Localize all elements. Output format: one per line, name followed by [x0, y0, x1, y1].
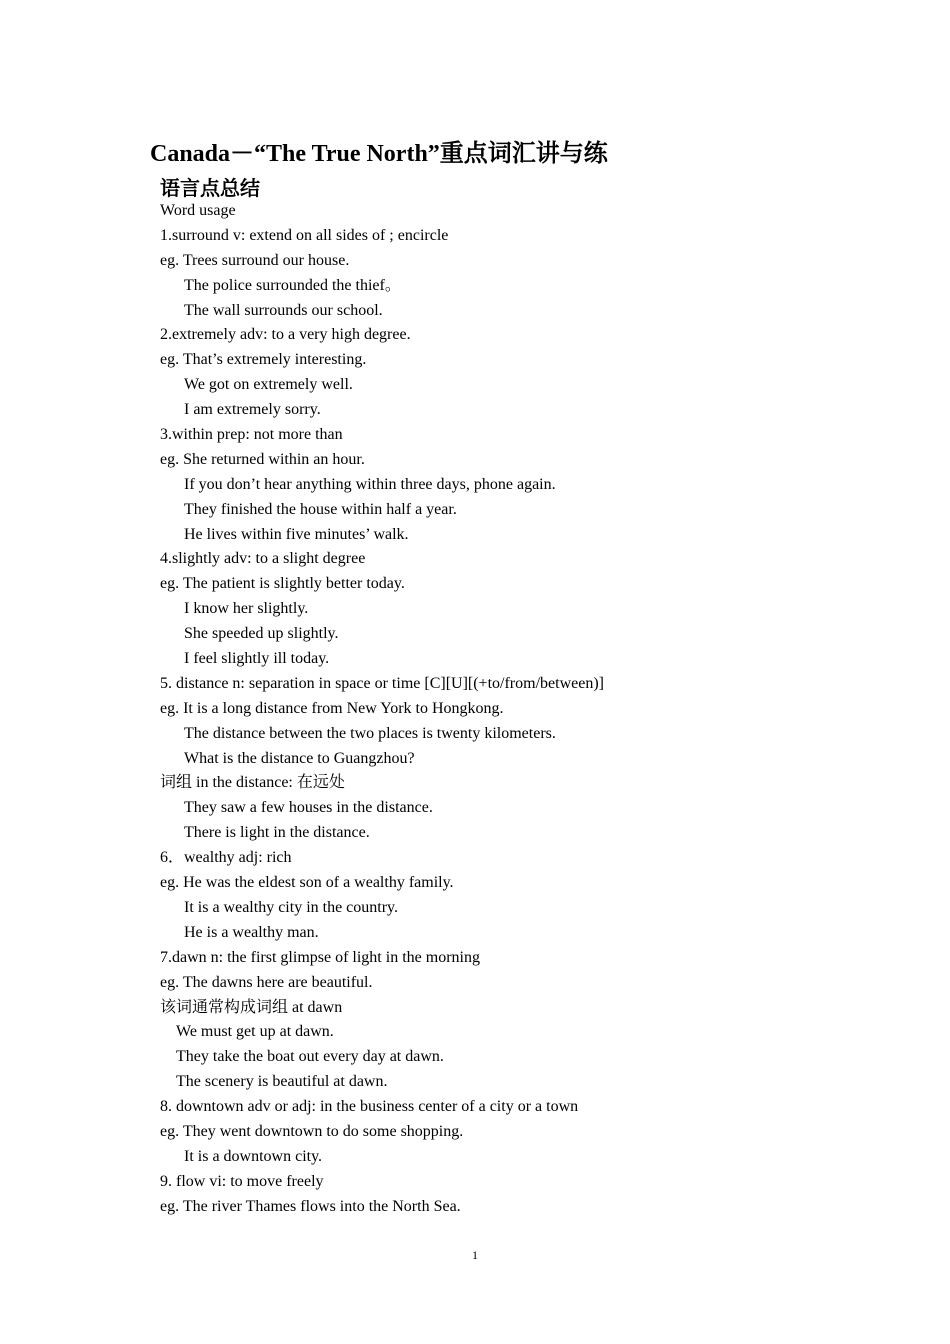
word-entry: 8. downtown adv or adj: in the business center of a city or a town	[160, 1098, 579, 1116]
word-entry: 9. flow vi: to move freely	[160, 1172, 324, 1190]
example-line: We must get up at dawn.	[176, 1023, 334, 1041]
word-entry: 1.surround v: extend on all sides of ; encircle	[160, 226, 449, 244]
example-line: It is a downtown city.	[184, 1147, 323, 1165]
section-label: Word usage	[160, 202, 236, 219]
example-line: eg. The river Thames flows into the North Sea.	[160, 1197, 461, 1215]
example-line: We got on extremely well.	[184, 376, 353, 394]
example-line: It is a wealthy city in the country.	[184, 898, 399, 916]
phrase-note: 词组 in the distance: 在远处	[160, 774, 345, 792]
example-line: They saw a few houses in the distance.	[184, 799, 433, 817]
example-line: eg. It is a long distance from New York to Hongkong.	[160, 699, 504, 717]
page-number: 1	[472, 1248, 478, 1262]
example-line: eg. That’s extremely interesting.	[160, 351, 367, 369]
example-line: eg. They went downtown to do some shopping.	[160, 1122, 464, 1140]
word-entry: 2.extremely adv: to a very high degree.	[160, 326, 411, 344]
example-line: The scenery is beautiful at dawn.	[176, 1073, 388, 1091]
word-entry: 6．wealthy adj: rich	[160, 849, 292, 867]
example-line: eg. He was the eldest son of a wealthy family.	[160, 874, 454, 892]
document-body	[160, 199, 604, 1220]
example-line: eg. Trees surround our house.	[160, 251, 350, 269]
example-line: There is light in the distance.	[184, 824, 370, 842]
word-entry: 7.dawn n: the first glimpse of light in the morning	[160, 948, 480, 966]
word-entry: 3.within prep: not more than	[160, 426, 343, 444]
example-line: eg. The dawns here are beautiful.	[160, 973, 373, 991]
example-line: He lives within five minutes’ walk.	[184, 525, 409, 543]
example-line: She speeded up slightly.	[184, 625, 339, 643]
example-line: He is a wealthy man.	[184, 923, 319, 941]
example-line: I know her slightly.	[184, 600, 309, 618]
example-line: eg. The patient is slightly better today.	[160, 575, 405, 593]
example-line: If you don’t hear anything within three days, phone again.	[184, 475, 556, 493]
example-line: They finished the house within half a year.	[184, 500, 457, 518]
phrase-note: 该词通常构成词组 at dawn	[160, 998, 343, 1016]
example-line: The distance between the two places is twenty kilometers.	[184, 724, 556, 742]
example-line: What is the distance to Guangzhou?	[184, 749, 415, 767]
example-line: They take the boat out every day at dawn.	[176, 1048, 444, 1066]
section-heading: 语言点总结	[160, 176, 260, 200]
example-line: I am extremely sorry.	[184, 401, 321, 419]
example-line: The wall surrounds our school.	[184, 301, 383, 319]
example-line: eg. She returned within an hour.	[160, 450, 365, 468]
document-title: Canada－“The True North”重点词汇讲与练	[150, 141, 608, 167]
word-entry: 5. distance n: separation in space or time [C][U][(+to/from/between)]	[160, 674, 604, 692]
example-line: The police surrounded the thief。	[184, 276, 401, 294]
example-line: I feel slightly ill today.	[184, 650, 330, 668]
word-entry: 4.slightly adv: to a slight degree	[160, 550, 366, 568]
